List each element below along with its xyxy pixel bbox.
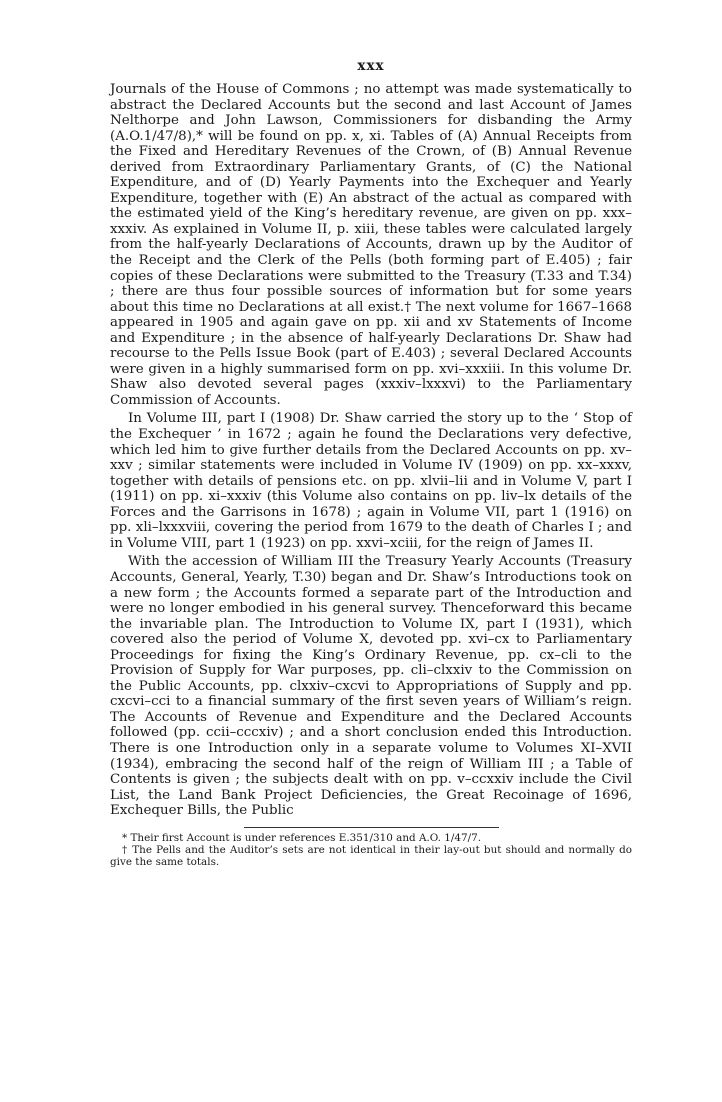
footnotes xyxy=(110,832,632,868)
page-number: xxx xyxy=(357,58,385,74)
footnote-divider xyxy=(244,827,499,828)
paragraph: Journals of the House of Commons ; no attempt was made systematically to abstract the Declared Accounts but the second and last Account of James Nelthorpe and John Lawson, Commissioners for disbanding the Army (A.O.1/47/8),* will be found on pp. x, xi. Tables of (A) Annual Receipts from the Fixed and Hereditary Revenues of the Crown, of (B) Annual Revenue derived from Extraordinary Parliamentary Grants, of (C) the National Expenditure, and of (D) Yearly Payments into the Exchequer and Yearly Expenditure, together with (E) An abstract of the actual as compared with the estimated yield of the King’s hereditary revenue, are given on pp. xxx–xxxiv. As explained in Volume II, p. xiii, these tables were calculated largely from the half-yearly Declarations of Accounts, drawn up by the Auditor of the Receipt and the Clerk of the Pells (both forming part of E.405) ; fair copies of these Declarations were submitted to the Treasury (T.33 and T.34) ; there are thus four possible sources of information but for some years about this time no Declarations at all exist.† The next volume for 1667–1668 appeared in 1905 and again gave on pp. xii and xv Statements of Income and Expenditure ; in the absence of half-yearly Declarations Dr. Shaw had recourse to the Pells Issue Book (part of E.403) ; several Declared Accounts were given in a highly summarised form on pp. xvi–xxxiii. In this volume Dr. Shaw also devoted several pages (xxxiv–lxxxvi) to the Parliamentary Commission of Accounts. xyxy=(110,82,632,408)
footnote: † The Pells and the Auditor’s sets are not identical in their lay-out but should and normally do give the same totals. xyxy=(110,843,632,868)
footnote: * Their first Account is under references E.351/310 and A.O. 1/47/7. xyxy=(122,831,482,844)
paragraph: In Volume III, part I (1908) Dr. Shaw carried the story up to the ‘ Stop of the Exchequer ’ in 1672 ; again he found the Declarations very defective, which led him to give further details from the Declared Accounts on pp. xv–xxv ; similar statements were included in Volume IV (1909) on pp. xx–xxxv, together with details of pensions etc. on pp. xlvii–lii and in Volume V, part I (1911) on pp. xi–xxxiv (this Volume also contains on pp. liv–lx details of the Forces and the Garrisons in 1678) ; again in Volume VII, part 1 (1916) on pp. xli–lxxxviii, covering the period from 1679 to the death of Charles I ; and in Volume VIII, part 1 (1923) on pp. xxvi–xciii, for the reign of James II. xyxy=(110,411,632,551)
paragraph: With the accession of William III the Treasury Yearly Accounts (Treasury Accounts, General, Yearly, T.30) began and Dr. Shaw’s Introductions took on a new form ; the Accounts formed a separate part of the Introduction and were no longer embodied in his general survey. Thenceforward this became the invariable plan. The Introduction to Volume IX, part I (1931), which covered also the period of Volume X, devoted pp. xvi–cx to Parliamentary Proceedings for fixing the King’s Ordinary Revenue, pp. cx–cli to the Provision of Supply for War purposes, pp. cli–clxxiv to the Commission on the Public Accounts, pp. clxxiv–cxcvi to Appropriations of Supply and pp. cxcvi–cci to a financial summary of the first seven years of William’s reign. The Accounts of Revenue and Expenditure and the Declared Accounts followed (pp. ccii–cccxiv) ; and a short conclusion ended this Introduction. There is one Introduction only in a separate volume to Volumes XI–XVII (1934), embracing the second half of the reign of William III ; a Table of Contents is given ; the subjects dealt with on pp. v–ccxxiv include the Civil List, the Land Bank Project Deficiencies, the Great Recoinage of 1696, Exchequer Bills, the Public xyxy=(110,554,632,819)
document-page xyxy=(110,58,632,868)
body-text xyxy=(110,82,632,819)
